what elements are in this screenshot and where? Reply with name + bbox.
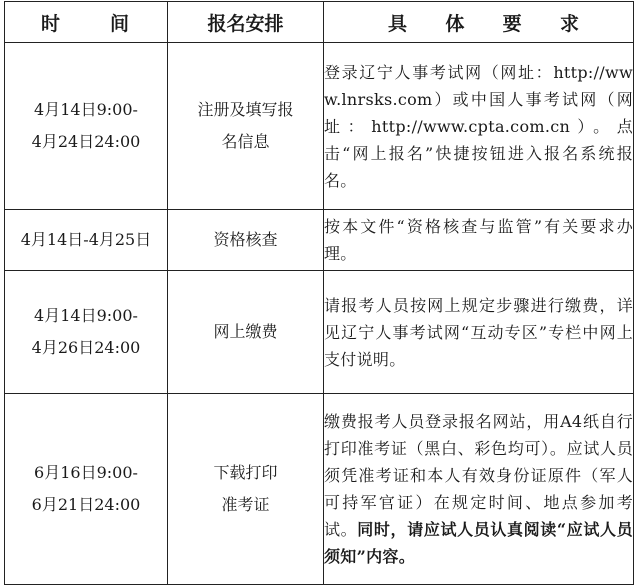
header-row — [5, 2, 634, 43]
header-time — [5, 2, 168, 43]
header-time-char-1: 时 — [41, 12, 61, 35]
row-arrangement — [168, 271, 324, 394]
requirements-text: 请报考人员按网上规定步骤进行缴费，详见辽宁人事考试网“互动专区”专栏中网上支付说明。 — [324, 295, 633, 369]
header-requirements — [324, 2, 634, 43]
arrangement-line: 注册及填写报 — [197, 100, 294, 119]
time-line: 4月14日9:00- — [34, 100, 138, 119]
arrangement-line: 下载打印 — [213, 463, 278, 482]
table-row — [5, 43, 634, 210]
time-line: 4月24日24:00 — [31, 132, 141, 151]
table-row — [5, 394, 634, 585]
row-requirements — [324, 394, 634, 585]
table-row — [5, 210, 634, 271]
header-req-char-4: 求 — [559, 12, 579, 35]
row-arrangement — [168, 43, 324, 210]
row-requirements — [324, 43, 634, 210]
row-requirements — [324, 271, 634, 394]
requirements-bold-text: 同时，请应试人员认真阅读“应试人员须知”内容。 — [324, 520, 633, 566]
row-time — [5, 271, 168, 394]
time-line: 4月14日9:00- — [34, 306, 138, 325]
row-requirements — [324, 210, 634, 271]
arrangement-line: 资格核查 — [213, 230, 278, 249]
header-req-char-2: 体 — [445, 12, 465, 35]
header-time-char-2: 间 — [109, 12, 129, 35]
time-line: 4月14日-4月25日 — [20, 230, 152, 249]
table-row — [5, 271, 634, 394]
header-req-char-3: 要 — [502, 12, 522, 35]
requirements-text: 缴费报考人员登录报名网站，用A4纸自行打印准考证（黑白、彩色均可）。应试人员须凭准考证和本人有效身份证原件（军人可持军官证）在规定时间、地点参加考试。 — [324, 412, 633, 539]
row-arrangement — [168, 394, 324, 585]
time-line: 6月16日9:00- — [34, 463, 138, 482]
header-req-char-1: 具 — [388, 12, 408, 35]
requirements-text: 按本文件“资格核查与监管”有关要求办理。 — [324, 217, 633, 263]
arrangement-line: 网上缴费 — [213, 322, 278, 341]
row-time — [5, 210, 168, 271]
row-arrangement — [168, 210, 324, 271]
arrangement-line: 准考证 — [221, 495, 270, 514]
row-time — [5, 394, 168, 585]
header-arrangement: 报名安排 — [168, 2, 324, 43]
arrangement-line: 名信息 — [221, 132, 270, 151]
schedule-table — [4, 1, 634, 585]
requirements-text: 登录辽宁人事考试网（网址：http://www.lnrsks.com）或中国人事考试网（网址：http://www.cpta.com.cn）。点击“网上报名”快捷按钮进入报名系统报名。 — [324, 62, 633, 190]
time-line: 4月26日24:00 — [31, 338, 141, 357]
row-time — [5, 43, 168, 210]
time-line: 6月21日24:00 — [31, 495, 141, 514]
